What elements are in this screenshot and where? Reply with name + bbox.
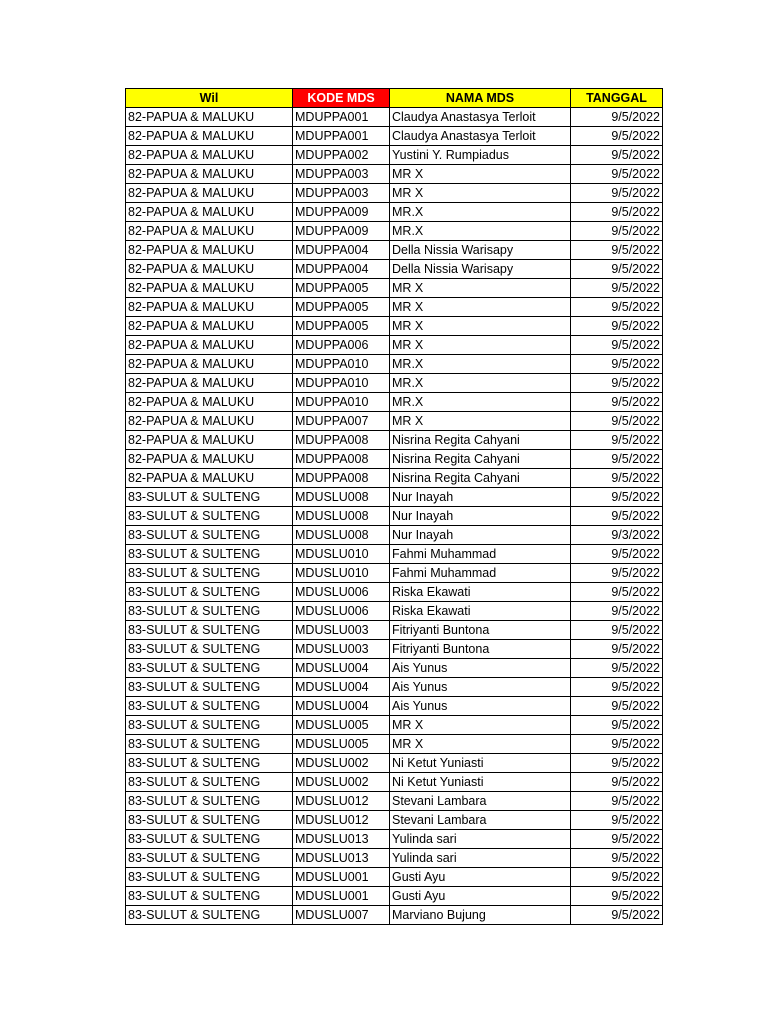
table-row	[126, 450, 663, 469]
table-row	[126, 222, 663, 241]
cell-nama-mds[interactable]: MR X	[390, 298, 571, 317]
cell-wil[interactable]: 83-SULUT & SULTENG	[126, 678, 293, 697]
table-row	[126, 412, 663, 431]
cell-wil[interactable]: 83-SULUT & SULTENG	[126, 754, 293, 773]
cell-wil[interactable]: 83-SULUT & SULTENG	[126, 773, 293, 792]
table-row	[126, 184, 663, 203]
cell-wil[interactable]: 82-PAPUA & MALUKU	[126, 203, 293, 222]
cell-nama-mds[interactable]: Fitriyanti Buntona	[390, 621, 571, 640]
cell-tanggal[interactable]: 9/5/2022	[571, 507, 663, 526]
cell-wil[interactable]: 83-SULUT & SULTENG	[126, 849, 293, 868]
cell-nama-mds[interactable]: MR.X	[390, 355, 571, 374]
cell-nama-mds[interactable]: MR X	[390, 165, 571, 184]
cell-nama-mds[interactable]: Nur Inayah	[390, 488, 571, 507]
table-row	[126, 792, 663, 811]
cell-kode-mds[interactable]: MDUPPA010	[293, 374, 390, 393]
table-row	[126, 431, 663, 450]
cell-nama-mds[interactable]: Nur Inayah	[390, 507, 571, 526]
cell-nama-mds[interactable]: Fahmi Muhammad	[390, 564, 571, 583]
cell-wil[interactable]: 83-SULUT & SULTENG	[126, 697, 293, 716]
table-row	[126, 393, 663, 412]
cell-nama-mds[interactable]: MR X	[390, 412, 571, 431]
cell-nama-mds[interactable]: Ais Yunus	[390, 678, 571, 697]
table-row	[126, 336, 663, 355]
table-row	[126, 260, 663, 279]
table-row	[126, 545, 663, 564]
header-row	[126, 89, 663, 108]
cell-wil[interactable]: 82-PAPUA & MALUKU	[126, 146, 293, 165]
cell-wil[interactable]: 83-SULUT & SULTENG	[126, 735, 293, 754]
cell-tanggal[interactable]: 9/5/2022	[571, 336, 663, 355]
cell-kode-mds[interactable]: MDUPPA008	[293, 431, 390, 450]
cell-wil[interactable]: 82-PAPUA & MALUKU	[126, 317, 293, 336]
table-row	[126, 127, 663, 146]
cell-nama-mds[interactable]: Claudya Anastasya Terloit	[390, 127, 571, 146]
table-row	[126, 469, 663, 488]
cell-kode-mds[interactable]: MDUSLU010	[293, 564, 390, 583]
cell-tanggal[interactable]: 9/5/2022	[571, 602, 663, 621]
cell-kode-mds[interactable]: MDUSLU002	[293, 754, 390, 773]
header-nama-mds[interactable]: NAMA MDS	[390, 89, 571, 108]
cell-wil[interactable]: 82-PAPUA & MALUKU	[126, 184, 293, 203]
cell-tanggal[interactable]: 9/5/2022	[571, 488, 663, 507]
table-row	[126, 830, 663, 849]
cell-tanggal[interactable]: 9/5/2022	[571, 146, 663, 165]
cell-tanggal[interactable]: 9/5/2022	[571, 564, 663, 583]
cell-tanggal[interactable]: 9/5/2022	[571, 412, 663, 431]
cell-kode-mds[interactable]: MDUSLU005	[293, 735, 390, 754]
cell-tanggal[interactable]: 9/5/2022	[571, 450, 663, 469]
table-row	[126, 697, 663, 716]
cell-kode-mds[interactable]: MDUSLU010	[293, 545, 390, 564]
cell-tanggal[interactable]: 9/5/2022	[571, 621, 663, 640]
cell-kode-mds[interactable]: MDUPPA004	[293, 241, 390, 260]
table-row	[126, 488, 663, 507]
cell-tanggal[interactable]: 9/5/2022	[571, 431, 663, 450]
cell-nama-mds[interactable]: Ais Yunus	[390, 697, 571, 716]
table-row	[126, 507, 663, 526]
cell-tanggal[interactable]: 9/5/2022	[571, 260, 663, 279]
cell-tanggal[interactable]: 9/5/2022	[571, 108, 663, 127]
cell-nama-mds[interactable]: MR X	[390, 184, 571, 203]
cell-wil[interactable]: 83-SULUT & SULTENG	[126, 659, 293, 678]
cell-kode-mds[interactable]: MDUPPA005	[293, 279, 390, 298]
cell-wil[interactable]: 82-PAPUA & MALUKU	[126, 108, 293, 127]
cell-nama-mds[interactable]: Yustini Y. Rumpiadus	[390, 146, 571, 165]
cell-tanggal[interactable]: 9/5/2022	[571, 887, 663, 906]
cell-wil[interactable]: 83-SULUT & SULTENG	[126, 526, 293, 545]
table-row	[126, 811, 663, 830]
table-row	[126, 754, 663, 773]
cell-wil[interactable]: 82-PAPUA & MALUKU	[126, 355, 293, 374]
table-row	[126, 773, 663, 792]
cell-kode-mds[interactable]: MDUSLU013	[293, 849, 390, 868]
cell-nama-mds[interactable]: Nisrina Regita Cahyani	[390, 431, 571, 450]
table-row	[126, 203, 663, 222]
cell-tanggal[interactable]: 9/5/2022	[571, 165, 663, 184]
cell-kode-mds[interactable]: MDUSLU006	[293, 602, 390, 621]
cell-nama-mds[interactable]: MR X	[390, 336, 571, 355]
cell-nama-mds[interactable]: MR X	[390, 279, 571, 298]
cell-wil[interactable]: 83-SULUT & SULTENG	[126, 488, 293, 507]
table-row	[126, 887, 663, 906]
cell-kode-mds[interactable]: MDUPPA008	[293, 469, 390, 488]
table-row	[126, 355, 663, 374]
cell-nama-mds[interactable]: Gusti Ayu	[390, 887, 571, 906]
data-table	[125, 88, 663, 925]
cell-wil[interactable]: 82-PAPUA & MALUKU	[126, 412, 293, 431]
header-tanggal[interactable]: TANGGAL	[571, 89, 663, 108]
cell-nama-mds[interactable]: Yulinda sari	[390, 849, 571, 868]
table-row	[126, 678, 663, 697]
cell-tanggal[interactable]: 9/5/2022	[571, 830, 663, 849]
cell-kode-mds[interactable]: MDUSLU002	[293, 773, 390, 792]
cell-kode-mds[interactable]: MDUPPA003	[293, 184, 390, 203]
table-row	[126, 640, 663, 659]
cell-nama-mds[interactable]: MR.X	[390, 222, 571, 241]
cell-nama-mds[interactable]: Fahmi Muhammad	[390, 545, 571, 564]
cell-kode-mds[interactable]: MDUPPA005	[293, 317, 390, 336]
cell-kode-mds[interactable]: MDUSLU003	[293, 640, 390, 659]
cell-wil[interactable]: 83-SULUT & SULTENG	[126, 830, 293, 849]
cell-kode-mds[interactable]: MDUPPA009	[293, 203, 390, 222]
cell-wil[interactable]: 83-SULUT & SULTENG	[126, 602, 293, 621]
cell-kode-mds[interactable]: MDUSLU006	[293, 583, 390, 602]
cell-nama-mds[interactable]: Fitriyanti Buntona	[390, 640, 571, 659]
cell-wil[interactable]: 83-SULUT & SULTENG	[126, 564, 293, 583]
cell-nama-mds[interactable]: Riska Ekawati	[390, 583, 571, 602]
cell-tanggal[interactable]: 9/5/2022	[571, 811, 663, 830]
cell-tanggal[interactable]: 9/5/2022	[571, 773, 663, 792]
cell-tanggal[interactable]: 9/5/2022	[571, 697, 663, 716]
table-row	[126, 241, 663, 260]
cell-nama-mds[interactable]: Gusti Ayu	[390, 868, 571, 887]
cell-wil[interactable]: 82-PAPUA & MALUKU	[126, 165, 293, 184]
cell-nama-mds[interactable]: Claudya Anastasya Terloit	[390, 108, 571, 127]
cell-tanggal[interactable]: 9/5/2022	[571, 203, 663, 222]
table-row	[126, 279, 663, 298]
cell-wil[interactable]: 82-PAPUA & MALUKU	[126, 260, 293, 279]
table-row	[126, 735, 663, 754]
table-row	[126, 659, 663, 678]
cell-wil[interactable]: 83-SULUT & SULTENG	[126, 545, 293, 564]
cell-wil[interactable]: 82-PAPUA & MALUKU	[126, 279, 293, 298]
cell-nama-mds[interactable]: Della Nissia Warisapy	[390, 260, 571, 279]
table-row	[126, 906, 663, 925]
cell-nama-mds[interactable]: Yulinda sari	[390, 830, 571, 849]
cell-tanggal[interactable]: 9/3/2022	[571, 526, 663, 545]
cell-kode-mds[interactable]: MDUPPA009	[293, 222, 390, 241]
cell-tanggal[interactable]: 9/5/2022	[571, 469, 663, 488]
cell-tanggal[interactable]: 9/5/2022	[571, 298, 663, 317]
cell-tanggal[interactable]: 9/5/2022	[571, 868, 663, 887]
cell-nama-mds[interactable]: Nisrina Regita Cahyani	[390, 450, 571, 469]
cell-kode-mds[interactable]: MDUPPA010	[293, 393, 390, 412]
table-body	[126, 108, 663, 925]
cell-kode-mds[interactable]: MDUSLU008	[293, 507, 390, 526]
cell-tanggal[interactable]: 9/5/2022	[571, 545, 663, 564]
cell-kode-mds[interactable]: MDUSLU004	[293, 697, 390, 716]
cell-kode-mds[interactable]: MDUPPA008	[293, 450, 390, 469]
header-kode-mds[interactable]: KODE MDS	[293, 89, 390, 108]
cell-wil[interactable]: 82-PAPUA & MALUKU	[126, 450, 293, 469]
cell-nama-mds[interactable]: MR X	[390, 317, 571, 336]
cell-nama-mds[interactable]: Riska Ekawati	[390, 602, 571, 621]
cell-kode-mds[interactable]: MDUSLU001	[293, 887, 390, 906]
cell-tanggal[interactable]: 9/5/2022	[571, 792, 663, 811]
cell-wil[interactable]: 83-SULUT & SULTENG	[126, 811, 293, 830]
table-row	[126, 583, 663, 602]
cell-tanggal[interactable]: 9/5/2022	[571, 906, 663, 925]
cell-wil[interactable]: 83-SULUT & SULTENG	[126, 583, 293, 602]
cell-tanggal[interactable]: 9/5/2022	[571, 849, 663, 868]
cell-nama-mds[interactable]: Ni Ketut Yuniasti	[390, 773, 571, 792]
cell-nama-mds[interactable]: MR.X	[390, 393, 571, 412]
header-wil[interactable]: Wil	[126, 89, 293, 108]
cell-nama-mds[interactable]: MR X	[390, 716, 571, 735]
cell-tanggal[interactable]: 9/5/2022	[571, 279, 663, 298]
cell-wil[interactable]: 82-PAPUA & MALUKU	[126, 222, 293, 241]
table-row	[126, 146, 663, 165]
cell-nama-mds[interactable]: Stevani Lambara	[390, 811, 571, 830]
cell-kode-mds[interactable]: MDUPPA005	[293, 298, 390, 317]
cell-tanggal[interactable]: 9/5/2022	[571, 317, 663, 336]
cell-wil[interactable]: 82-PAPUA & MALUKU	[126, 241, 293, 260]
cell-nama-mds[interactable]: MR.X	[390, 203, 571, 222]
table-row	[126, 317, 663, 336]
cell-kode-mds[interactable]: MDUSLU004	[293, 678, 390, 697]
table-row	[126, 564, 663, 583]
cell-nama-mds[interactable]: Ni Ketut Yuniasti	[390, 754, 571, 773]
cell-kode-mds[interactable]: MDUSLU008	[293, 488, 390, 507]
cell-wil[interactable]: 83-SULUT & SULTENG	[126, 906, 293, 925]
cell-wil[interactable]: 83-SULUT & SULTENG	[126, 716, 293, 735]
cell-nama-mds[interactable]: Nur Inayah	[390, 526, 571, 545]
cell-wil[interactable]: 82-PAPUA & MALUKU	[126, 393, 293, 412]
cell-nama-mds[interactable]: Marviano Bujung	[390, 906, 571, 925]
cell-kode-mds[interactable]: MDUSLU007	[293, 906, 390, 925]
table-row	[126, 526, 663, 545]
cell-kode-mds[interactable]: MDUPPA010	[293, 355, 390, 374]
cell-tanggal[interactable]: 9/5/2022	[571, 735, 663, 754]
table-row	[126, 716, 663, 735]
cell-wil[interactable]: 83-SULUT & SULTENG	[126, 887, 293, 906]
cell-tanggal[interactable]: 9/5/2022	[571, 678, 663, 697]
cell-kode-mds[interactable]: MDUSLU008	[293, 526, 390, 545]
cell-tanggal[interactable]: 9/5/2022	[571, 184, 663, 203]
cell-tanggal[interactable]: 9/5/2022	[571, 754, 663, 773]
cell-kode-mds[interactable]: MDUPPA002	[293, 146, 390, 165]
cell-nama-mds[interactable]: Della Nissia Warisapy	[390, 241, 571, 260]
cell-wil[interactable]: 83-SULUT & SULTENG	[126, 792, 293, 811]
cell-tanggal[interactable]: 9/5/2022	[571, 241, 663, 260]
cell-nama-mds[interactable]: MR X	[390, 735, 571, 754]
cell-tanggal[interactable]: 9/5/2022	[571, 640, 663, 659]
cell-tanggal[interactable]: 9/5/2022	[571, 222, 663, 241]
table-row	[126, 621, 663, 640]
table-row	[126, 108, 663, 127]
cell-kode-mds[interactable]: MDUPPA003	[293, 165, 390, 184]
cell-kode-mds[interactable]: MDUSLU003	[293, 621, 390, 640]
cell-wil[interactable]: 83-SULUT & SULTENG	[126, 621, 293, 640]
cell-kode-mds[interactable]: MDUSLU012	[293, 811, 390, 830]
cell-nama-mds[interactable]: Nisrina Regita Cahyani	[390, 469, 571, 488]
table-row	[126, 849, 663, 868]
cell-wil[interactable]: 83-SULUT & SULTENG	[126, 640, 293, 659]
table-row	[126, 602, 663, 621]
cell-tanggal[interactable]: 9/5/2022	[571, 393, 663, 412]
cell-nama-mds[interactable]: Ais Yunus	[390, 659, 571, 678]
cell-wil[interactable]: 82-PAPUA & MALUKU	[126, 469, 293, 488]
cell-wil[interactable]: 83-SULUT & SULTENG	[126, 868, 293, 887]
cell-tanggal[interactable]: 9/5/2022	[571, 583, 663, 602]
cell-tanggal[interactable]: 9/5/2022	[571, 659, 663, 678]
cell-nama-mds[interactable]: Stevani Lambara	[390, 792, 571, 811]
table-row	[126, 868, 663, 887]
table-row	[126, 374, 663, 393]
cell-kode-mds[interactable]: MDUSLU005	[293, 716, 390, 735]
cell-kode-mds[interactable]: MDUPPA001	[293, 108, 390, 127]
cell-kode-mds[interactable]: MDUSLU012	[293, 792, 390, 811]
cell-wil[interactable]: 82-PAPUA & MALUKU	[126, 374, 293, 393]
cell-wil[interactable]: 82-PAPUA & MALUKU	[126, 336, 293, 355]
cell-tanggal[interactable]: 9/5/2022	[571, 374, 663, 393]
table-row	[126, 165, 663, 184]
cell-wil[interactable]: 83-SULUT & SULTENG	[126, 507, 293, 526]
cell-kode-mds[interactable]: MDUSLU001	[293, 868, 390, 887]
cell-kode-mds[interactable]: MDUPPA006	[293, 336, 390, 355]
cell-tanggal[interactable]: 9/5/2022	[571, 355, 663, 374]
cell-kode-mds[interactable]: MDUSLU013	[293, 830, 390, 849]
cell-wil[interactable]: 82-PAPUA & MALUKU	[126, 127, 293, 146]
table-header	[126, 89, 663, 108]
cell-kode-mds[interactable]: MDUPPA004	[293, 260, 390, 279]
cell-wil[interactable]: 82-PAPUA & MALUKU	[126, 298, 293, 317]
cell-tanggal[interactable]: 9/5/2022	[571, 127, 663, 146]
cell-tanggal[interactable]: 9/5/2022	[571, 716, 663, 735]
cell-wil[interactable]: 82-PAPUA & MALUKU	[126, 431, 293, 450]
cell-kode-mds[interactable]: MDUPPA007	[293, 412, 390, 431]
cell-kode-mds[interactable]: MDUSLU004	[293, 659, 390, 678]
table-row	[126, 298, 663, 317]
cell-nama-mds[interactable]: MR.X	[390, 374, 571, 393]
cell-kode-mds[interactable]: MDUPPA001	[293, 127, 390, 146]
